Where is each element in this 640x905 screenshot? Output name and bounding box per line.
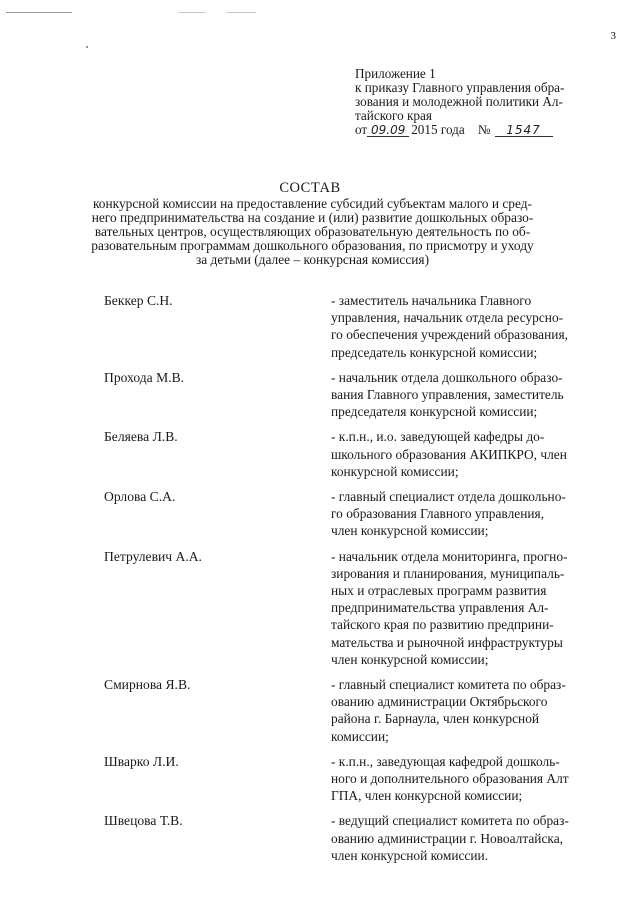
document-subtitle (90, 197, 535, 267)
role-line: член конкурсной комиссии; (331, 651, 489, 667)
member-entry (98, 676, 601, 745)
subtitle-line: разовательным программам дошкольного образования, по присмотру и уходу (91, 238, 534, 253)
member-name: Швецова Т.В. (104, 813, 183, 829)
date-prefix: от (355, 122, 368, 137)
member-role (331, 812, 599, 864)
member-name: Орлова С.А. (104, 489, 176, 505)
member-name: Петрулевич А.А. (104, 548, 202, 564)
role-line: школьного образования АКИПКРО, член (331, 446, 567, 462)
annex-header (355, 67, 595, 137)
role-line: ного и дополнительного образования Алт (331, 771, 569, 787)
role-line: член конкурсной комиссии. (331, 847, 489, 863)
commission-members-list (98, 292, 601, 864)
number-sign: № (477, 122, 491, 137)
member-role (331, 753, 599, 805)
role-line: - к.п.н., заведующая кафедрой дошколь- (331, 753, 560, 769)
role-line: го обеспечения учреждений образования, (331, 327, 568, 343)
annex-line: Приложение 1 (355, 66, 436, 81)
role-line: - начальник отдела мониторинга, прогно- (331, 548, 568, 564)
scan-speck (86, 46, 88, 48)
role-line: комиссии; (331, 728, 389, 744)
page-number: 3 (610, 30, 616, 42)
member-role (331, 488, 599, 540)
member-entry (98, 369, 601, 421)
member-role (331, 292, 599, 361)
role-line: - ведущий специалист комитета по образ- (331, 813, 569, 829)
annex-date-line (355, 123, 595, 137)
subtitle-line: конкурсной комиссии на предоставление субсидий субъектам малого и сред- (92, 196, 533, 211)
handwritten-date: 09.09 (367, 124, 409, 137)
role-line: района г. Барнаула, член конкурсной (331, 711, 540, 727)
handwritten-order-number: 1547 (495, 124, 553, 137)
role-line: - главный специалист отдела дошкольно- (331, 489, 566, 505)
role-line: - начальник отдела дошкольного образо- (331, 369, 563, 385)
role-line: конкурсной комиссии; (331, 463, 459, 479)
role-line: ГПА, член конкурсной комиссии; (331, 788, 523, 804)
document-title: СОСТАВ (279, 180, 341, 196)
scan-artifact (226, 12, 256, 13)
member-name: Смирнова Я.В. (104, 677, 191, 693)
role-line: тайского края по развитию предприни- (331, 617, 554, 633)
role-line: член конкурсной комиссии; (331, 523, 489, 539)
member-entry (98, 488, 601, 540)
member-entry (98, 292, 601, 361)
role-line: ованию администрации г. Новоалтайска, (331, 830, 564, 846)
scan-artifact (178, 12, 206, 13)
member-entry (98, 812, 601, 864)
scan-artifact (6, 12, 72, 13)
subtitle-line: вательных центров, осуществляющих образовательную деятельность по об- (94, 224, 531, 239)
role-line: ованию администрации Октябрьского (331, 694, 548, 710)
member-role (331, 428, 599, 480)
member-entry (98, 548, 601, 668)
role-line: - к.п.н., и.о. заведующей кафедры до- (331, 429, 545, 445)
member-role (331, 548, 599, 668)
annex-line: тайского края (355, 108, 432, 123)
role-line: управления, начальник отдела ресурсно- (331, 310, 564, 326)
role-line: го образования Главного управления, (331, 506, 545, 522)
role-line: ных и отраслевых программ развития (331, 583, 547, 599)
subtitle-line: него предпринимательства на создание и (или) развитие дошкольных образо- (91, 210, 534, 225)
annex-line: зования и молодежной политики Ал- (355, 94, 563, 109)
role-line: председатель конкурсной комиссии; (331, 344, 538, 360)
subtitle-line: за детьми (далее – конкурсная комиссия) (195, 252, 430, 267)
role-line: председателя конкурсной комиссии; (331, 404, 538, 420)
member-role (331, 369, 599, 421)
member-entry (98, 753, 601, 805)
year-text: 2015 года (411, 122, 465, 137)
member-name: Прохода М.В. (104, 369, 185, 385)
role-line: вания Главного управления, заместитель (331, 387, 564, 403)
member-name: Шварко Л.И. (104, 753, 179, 769)
role-line: - главный специалист комитета по образ- (331, 677, 566, 693)
role-line: мательства и рыночной инфраструктуры (331, 634, 563, 650)
role-line: зирования и планирования, муниципаль- (331, 565, 565, 581)
annex-line: к приказу Главного управления обра- (355, 80, 565, 95)
member-role (331, 676, 599, 745)
role-line: - заместитель начальника Главного (331, 293, 532, 308)
role-line: предпринимательства управления Ал- (331, 600, 549, 616)
member-entry (98, 428, 601, 480)
member-name: Беляева Л.В. (104, 429, 178, 445)
member-name: Беккер С.Н. (104, 293, 173, 308)
